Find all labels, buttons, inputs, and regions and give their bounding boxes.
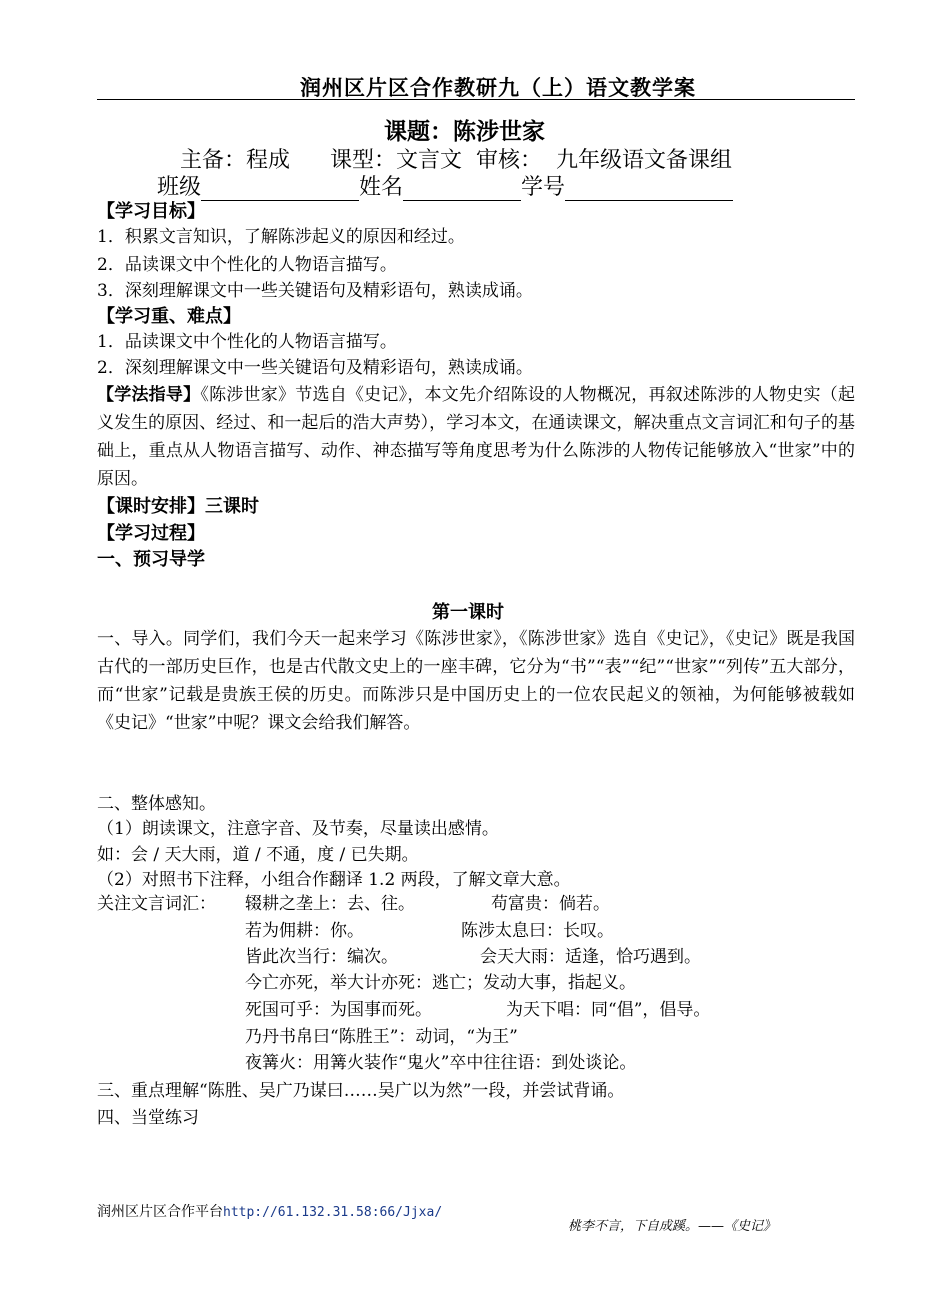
vocab-item: 死国可乎：为国事而死。 <box>245 1000 432 1020</box>
meta-type: 课型：文言文 <box>330 148 463 173</box>
method-paragraph <box>97 381 855 493</box>
overall-heading: 二、整体感知。 <box>97 794 216 814</box>
focus-item-2: 2．深刻理解课文中一些关键语句及精彩语句，熟读成诵。 <box>97 358 533 378</box>
meta-reviewer: 九年级语文备课组 <box>556 148 733 173</box>
student-info-row <box>157 170 733 201</box>
vocab-item: 乃丹书帛曰“陈胜王”：动词，“为王” <box>245 1027 518 1047</box>
overall-example: 如：会 / 天大雨，道 / 不通，度 / 已失期。 <box>97 845 419 865</box>
vocab-item: 辍耕之垄上：去、往。 <box>245 894 415 914</box>
focus-heading: 【学习重、难点】 <box>97 306 241 327</box>
goal-item-2: 2．品读课文中个性化的人物语言描写。 <box>97 255 397 275</box>
vocab-item: 皆此次当行：编次。 <box>245 947 398 967</box>
number-label: 学号 <box>521 175 566 200</box>
vocab-item: 今亡亦死，举大计亦死：逃亡；发动大事，指起义。 <box>245 973 636 993</box>
goal-item-3: 3．深刻理解课文中一些关键语句及精彩语句，熟读成诵。 <box>97 281 533 301</box>
meta-reviewer-label: 审核： <box>476 148 543 173</box>
lesson-title: 第一课时 <box>432 602 504 623</box>
name-blank[interactable] <box>403 180 521 201</box>
overall-step-2: （2）对照书下注释，小组合作翻译 1.2 两段，了解文章大意。 <box>97 870 571 890</box>
name-label: 姓名 <box>359 175 404 200</box>
footer-platform <box>97 1201 442 1221</box>
footer-quote: 桃李不言，下自成蹊。——《史记》 <box>568 1219 777 1234</box>
footer-url-link[interactable]: http://61.132.31.58:66/Jjxa/ <box>223 1205 443 1220</box>
vocab-item: 苟富贵：倘若。 <box>491 894 610 914</box>
intro-paragraph: 一、导入。同学们，我们今天一起来学习《陈涉世家》，《陈涉世家》选自《史记》，《史记》既是我国古代的一部历史巨作，也是古代散文史上的一座丰碑，它分为“书”“表”“纪”“世家”“列传”五大部分，而“世家”记载是贵族王侯的历史。而陈涉只是中国历史上的一位农民起义的领袖，为何能够被载如《史记》“世家”中呢？课文会给我们解答。 <box>97 629 855 733</box>
preview-heading: 一、预习导学 <box>97 549 205 570</box>
lesson-topic: 课题：陈涉世家 <box>384 118 545 145</box>
goal-item-1: 1．积累文言知识，了解陈涉起义的原因和经过。 <box>97 227 465 247</box>
vocab-label: 关注文言词汇： <box>97 894 216 914</box>
method-text: 《陈涉世家》节选自《史记》，本文先介绍陈设的人物概况，再叙述陈涉的人物史实（起义发生的原因、经过、和一起后的浩大声势），学习本文，在通读课文，解决重点文言词汇和句子的基础上，重点从人物语言描写、动作、神态描写等角度思考为什么陈涉的人物传记能够放入“世家”中的原因。 <box>97 385 856 489</box>
schedule: 【课时安排】三课时 <box>97 496 259 517</box>
meta-preparer: 主备：程成 <box>180 148 291 173</box>
footer-platform-label: 润州区片区合作平台 <box>97 1204 223 1220</box>
vocab-item: 若为佣耕：你。 <box>245 921 364 941</box>
vocab-item: 陈涉太息曰：长叹。 <box>461 921 614 941</box>
class-label: 班级 <box>157 175 202 200</box>
key-passage: 三、重点理解“陈胜、吴广乃谋曰……吴广以为然”一段，并尝试背诵。 <box>97 1081 625 1101</box>
vocab-item: 为天下唱：同“倡”，倡导。 <box>506 1000 711 1020</box>
focus-item-1: 1．品读课文中个性化的人物语言描写。 <box>97 332 397 352</box>
goals-heading: 【学习目标】 <box>97 201 205 222</box>
vocab-item: 会天大雨：适逢，恰巧遇到。 <box>480 947 701 967</box>
vocab-item: 夜篝火：用篝火装作“鬼火”卒中往往语：到处谈论。 <box>245 1053 637 1073</box>
class-blank[interactable] <box>201 180 359 201</box>
number-blank[interactable] <box>565 180 733 201</box>
overall-step-1: （1）朗读课文，注意字音、及节奏，尽量读出感情。 <box>97 819 499 839</box>
practice-heading: 四、当堂练习 <box>97 1108 199 1128</box>
process-heading: 【学习过程】 <box>97 523 205 544</box>
header-title: 润州区片区合作教研九（上）语文教学案 <box>300 75 696 100</box>
header-divider <box>97 99 855 100</box>
method-heading: 【学法指导】 <box>97 385 201 405</box>
